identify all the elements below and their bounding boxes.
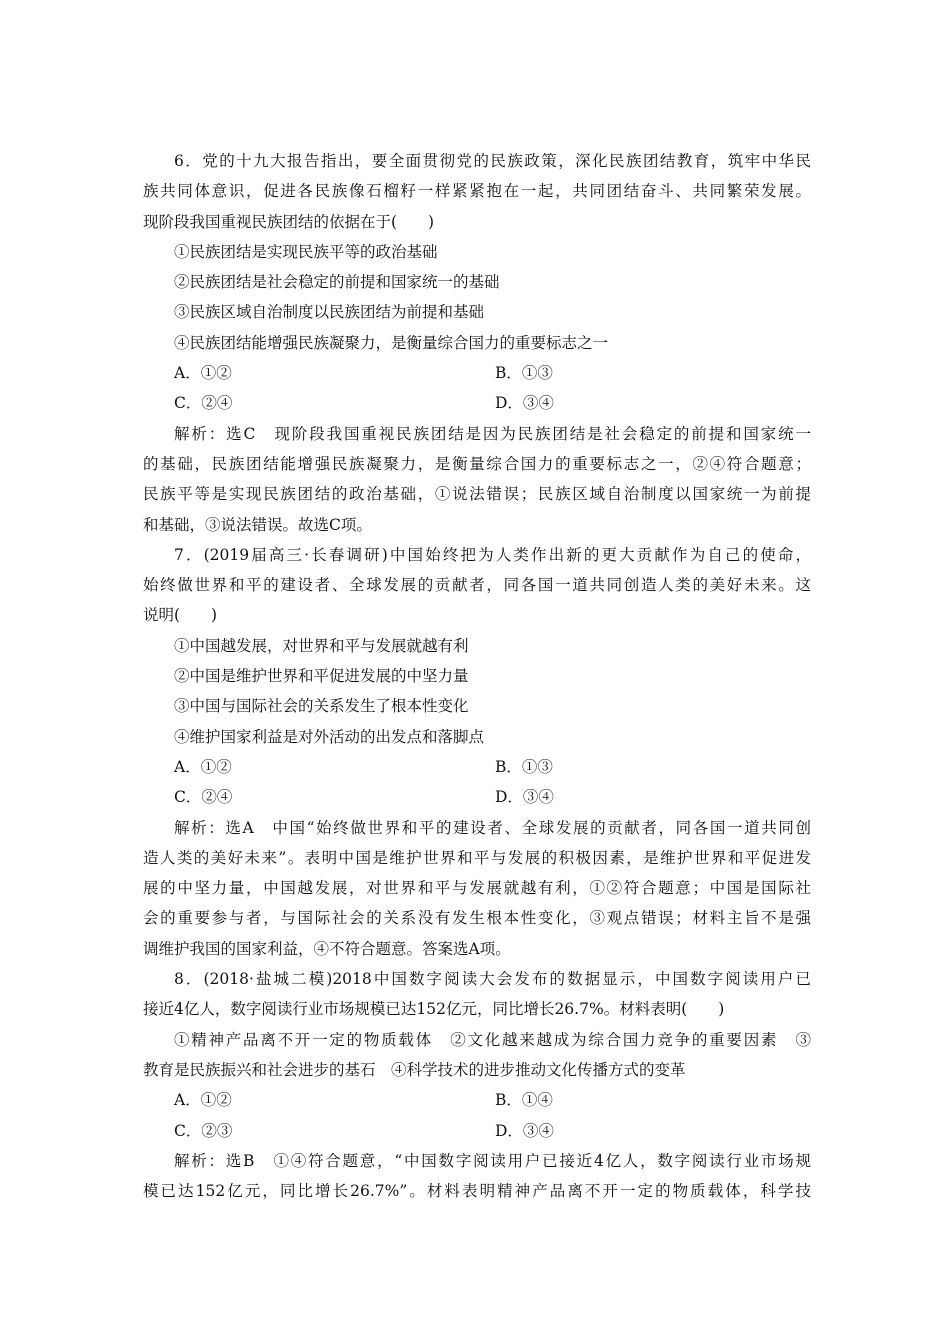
analysis-line: 模已达152亿元，同比增长26.7%”。材料表明精神产品离不开一定的物质载体，科学技 [143,1182,811,1201]
question-stem-line: 现阶段我国重视民族团结的依据在于( ) [143,212,435,231]
statement-item: ④维护国家利益是对外活动的出发点和落脚点 [174,727,485,746]
option-b: B．①③ [495,364,553,383]
option-d: D．③④ [495,1121,554,1140]
statement-item: ②中国是维护世界和平促进发展的中坚力量 [174,667,469,686]
answer-options-row [143,388,811,418]
statement-item: ③民族区域自治制度以民族团结为前提和基础 [174,303,485,322]
question-stem-line: 8．(2018·盐城二模)2018中国数字阅读大会发布的数据显示，中国数字阅读用户已 [174,970,811,989]
question-7 [143,540,811,964]
option-d: D．③④ [495,788,554,807]
analysis-line: 调维护我国的国家利益，④不符合题意。答案选A项。 [143,939,511,958]
analysis-line: 展的中坚力量，中国越发展，对世界和平与发展就越有利，①②符合题意；中国是国际社 [143,879,811,898]
analysis-line: 和基础，③说法错误。故选C项。 [143,515,372,534]
question-stem-line: 族共同体意识，促进各民族像石榴籽一样紧紧抱在一起，共同团结奋斗、共同繁荣发展。 [143,182,811,201]
statement-item: ④民族团结能增强民族凝聚力，是衡量综合国力的重要标志之一 [174,333,609,352]
analysis-line: 解析：选B ①④符合题意，“中国数字阅读用户已接近4亿人，数字阅读行业市场规 [174,1151,811,1170]
question-stem-line: 始终做世界和平的建设者、全球发展的贡献者，同各国一道共同创造人类的美好未来。这 [143,576,811,595]
analysis-line: 解析：选C 现阶段我国重视民族团结是因为民族团结是社会稳定的前提和国家统一 [174,424,811,443]
analysis-line: 民族平等是实现民族团结的政治基础，①说法错误；民族区域自治制度以国家统一为前提 [143,485,811,504]
question-stem-line: 6．党的十九大报告指出，要全面贯彻党的民族政策，深化民族团结教育，筑牢中华民 [174,152,811,170]
option-b: B．①④ [495,1091,553,1110]
document-body [143,146,811,1206]
analysis-line: 解析：选A 中国“始终做世界和平的建设者、全球发展的贡献者，同各国一道共同创 [174,818,811,837]
option-a: A．①② [174,757,232,776]
question-8 [143,964,811,1206]
question-stem-line: 接近4亿人，数字阅读行业市场规模已达152亿元，同比增长26.7%。材料表明( ) [143,1000,725,1019]
statement-item: ①民族团结是实现民族平等的政治基础 [174,242,438,261]
statement-item: ③中国与国际社会的关系发生了根本性变化 [174,697,469,716]
analysis-line: 的基础，民族团结能增强民族凝聚力，是衡量综合国力的重要标志之一，②④符合题意； [143,454,811,473]
option-a: A．①② [174,1091,232,1110]
statement-item: ①精神产品离不开一定的物质载体 ②文化越来越成为综合国力竞争的重要因素 ③ [174,1030,811,1049]
option-a: A．①② [174,364,232,383]
analysis-line: 造人类的美好未来”。表明中国是维护世界和平与发展的积极因素，是维护世界和平促进发 [143,848,811,867]
question-stem-line: 7．(2019届高三·长春调研)中国始终把为人类作出新的更大贡献作为自己的使命， [174,545,811,564]
statement-item: ②民族团结是社会稳定的前提和国家统一的基础 [174,273,500,292]
option-c: C．②③ [174,1121,233,1140]
question-6 [143,146,811,540]
answer-options-row [143,752,811,782]
option-c: C．②④ [174,788,233,807]
answer-options-row [143,1116,811,1146]
answer-options-row [143,1085,811,1115]
analysis-line: 会的重要参与者，与国际社会的关系没有发生根本性变化，③观点错误；材料主旨不是强 [143,909,811,928]
question-stem-line: 说明( ) [143,606,218,625]
option-d: D．③④ [495,394,554,413]
statement-item: ①中国越发展，对世界和平与发展就越有利 [174,636,469,655]
statement-item: 教育是民族振兴和社会进步的基石 ④科学技术的进步推动文化传播方式的变革 [143,1060,686,1079]
option-c: C．②④ [174,394,233,413]
answer-options-row [143,358,811,388]
option-b: B．①③ [495,757,553,776]
answer-options-row [143,782,811,812]
